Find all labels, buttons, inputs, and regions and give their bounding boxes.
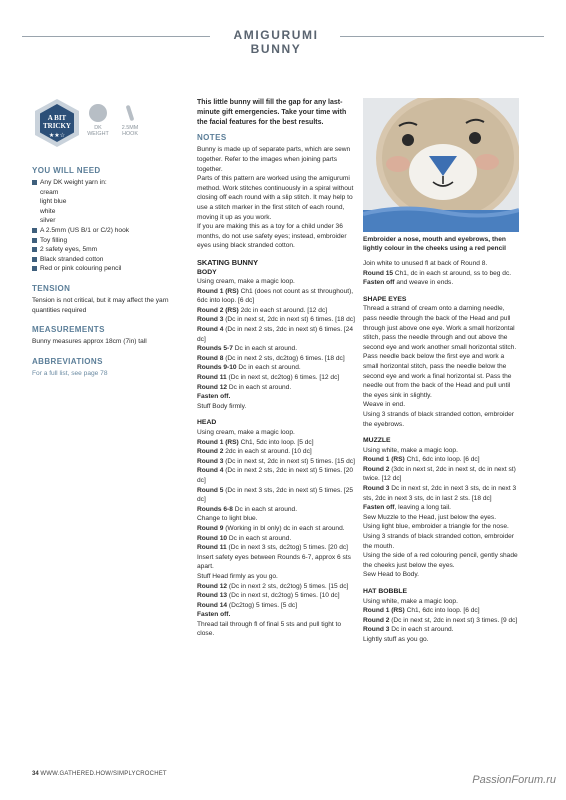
difficulty-badge — [32, 98, 82, 148]
instruction-line — [363, 606, 519, 616]
instruction-lead: Round 12 — [197, 582, 228, 590]
instruction-text: (Dc in next st, 2dc in next st) 3 times. [9 dc] — [389, 616, 518, 624]
hat-bobble-heading: HAT BOBBLE — [363, 588, 408, 595]
instruction-text: (Dc in next st, dc2tog) 6 times. [12 dc] — [226, 374, 340, 382]
instruction-line — [197, 610, 355, 620]
header-rule-right — [340, 36, 544, 37]
instruction-line — [197, 572, 355, 582]
head-heading: HEAD — [197, 419, 217, 427]
muzzle-heading: MUZZLE — [363, 437, 391, 445]
page-title: AMIGURUMI BUNNY — [233, 28, 319, 56]
instruction-text: Thread a strand of cream onto a darning needle, pass needle through the back of the Head and pull through just above one eye. Work a small horizontal stitch, pass the needle through and out above the second eye and work another small horizontal stitch. Pass needle back below the first eye and work a small horizontal stitch, pass the needle below the second eye and work a final horizontal st. Pass the needle out from the back of the Head and pull until the eyes sink in slightly. — [363, 305, 517, 399]
instruction-line — [363, 513, 519, 523]
instruction-line — [197, 428, 355, 438]
instruction-text: Using cream, make a magic loop. — [197, 278, 295, 286]
notes-paragraph: Bunny is made up of separate parts, which are sewn together. Refer to the images when joining parts together. — [197, 146, 351, 173]
instruction-text: Using 3 strands of black stranded cotton, embroider the eyebrows. — [363, 410, 515, 428]
instruction-lead: Round 9 — [197, 524, 224, 532]
instruction-line — [197, 524, 355, 534]
instruction-text: Dc in each st around. — [232, 345, 298, 353]
instruction-text: Ch1, 6dc into loop. [6 dc] — [404, 607, 480, 615]
instruction-lead: Round 5 — [197, 486, 224, 494]
instruction-line — [197, 534, 355, 544]
instruction-lead: Round 2 (RS) — [197, 306, 239, 314]
materials-item: light blue — [40, 198, 67, 206]
head-finish-instructions — [363, 259, 519, 288]
instruction-text: (Dc in next 2 sts, dc2tog) 5 times. [15 dc] — [227, 582, 349, 590]
instruction-text: (Dc in next 2 sts, 2dc in next st) 6 times. [24 dc] — [197, 326, 354, 343]
instruction-line — [197, 514, 355, 524]
instruction-line — [363, 616, 519, 626]
instruction-line — [197, 402, 355, 412]
instruction-lead: Round 14 — [197, 601, 228, 609]
instruction-lead: Round 11 — [197, 544, 227, 552]
instruction-line — [197, 344, 355, 354]
yarn-weight-label: DK WEIGHT — [87, 125, 109, 138]
main-column — [197, 98, 355, 639]
instruction-lead: Fasten off — [363, 504, 395, 512]
bunny-photo — [363, 98, 519, 232]
watermark: PassionForum.ru — [472, 774, 556, 786]
instruction-line — [363, 532, 519, 551]
instruction-line — [363, 400, 519, 410]
head-instructions — [197, 428, 355, 639]
difficulty-line2: TRICKY — [42, 122, 72, 130]
instruction-line — [363, 484, 519, 503]
instruction-text: Ch1, 5dc into loop. [5 dc] — [238, 438, 314, 446]
instruction-line — [197, 553, 355, 572]
measurements-text: Bunny measures approx 18cm (7in) tall — [32, 338, 147, 346]
you-will-need-heading: YOU WILL NEED — [32, 166, 101, 175]
instruction-text: (3dc in next st, 2dc in next st, dc in next st) twice. [12 dc] — [363, 465, 516, 483]
instruction-text: , leaving a long tail. — [394, 504, 451, 512]
instruction-lead: Round 1 (RS) — [363, 456, 405, 464]
instruction-text: Change to light blue. — [197, 515, 258, 523]
tension-heading: TENSION — [32, 283, 71, 293]
instruction-line — [363, 269, 519, 279]
bunny-face-illustration — [363, 98, 519, 232]
instruction-lead: Round 12 — [197, 383, 228, 391]
instruction-lead: Rounds 5-7 — [197, 345, 233, 353]
header-rule-left — [22, 36, 210, 37]
instruction-line — [363, 278, 519, 288]
instruction-lead: Round 1 (RS) — [363, 607, 405, 615]
instruction-text: (Dc in next 2 sts, dc2tog) 6 times. [18 dc] — [223, 354, 345, 362]
instruction-text: Using white, make a magic loop. — [363, 446, 458, 454]
abbreviations-heading: ABBREVIATIONS — [32, 356, 103, 366]
instruction-text: Insert safety eyes between Rounds 6-7, approx 6 sts apart. — [197, 553, 351, 571]
hexagon-icon — [32, 98, 82, 148]
body-instructions — [197, 277, 355, 411]
instruction-text: and weave in ends. — [394, 279, 454, 287]
instruction-line — [197, 486, 355, 505]
instruction-text: (Dc in next st, 2dc in next st) 5 times. [15 dc] — [223, 457, 355, 465]
instruction-line — [197, 363, 355, 373]
instruction-lead: Fasten off — [363, 279, 395, 287]
tension-text: Tension is not critical, but it may affect the yarn quantities required — [32, 296, 169, 314]
body-heading: BODY — [197, 268, 217, 276]
instruction-text: 2dc in each st around. [10 dc] — [223, 448, 312, 456]
instruction-text: Dc in each st around. — [236, 364, 301, 372]
instruction-line — [197, 392, 355, 402]
instruction-line — [197, 601, 355, 611]
instruction-lead: Round 15 — [363, 269, 394, 277]
instruction-line — [197, 383, 355, 393]
instruction-text: Dc in each st around. — [389, 626, 454, 634]
instruction-lead: Round 8 — [197, 354, 224, 362]
website-link[interactable]: WWW.GATHERED.HOW/SIMPLYCROCHET — [40, 771, 167, 777]
instruction-lead: Round 3 — [197, 457, 224, 465]
instruction-line — [363, 635, 519, 645]
sidebar-column — [32, 98, 182, 378]
instruction-line — [197, 277, 355, 287]
instruction-text: (Dc2tog) 5 times. [5 dc] — [227, 601, 298, 609]
instruction-lead: Round 3 — [197, 316, 224, 324]
instruction-text: (Working in bl only) dc in each st around. — [223, 524, 345, 532]
photo-caption: Embroider a nose, mouth and eyebrows, then lightly colour in the cheeks using a red pencil — [363, 236, 506, 252]
instruction-text: Stuff Body firmly. — [197, 402, 247, 410]
instruction-line — [363, 503, 519, 513]
instruction-line — [363, 597, 519, 607]
instruction-text: Sew Muzzle to the Head, just below the eyes. — [363, 513, 497, 521]
shape-eyes-heading: SHAPE EYES — [363, 295, 407, 303]
instruction-line — [197, 543, 355, 553]
difficulty-stars: ★★☆ — [48, 132, 66, 139]
notes-paragraph: Parts of this pattern are worked using the amigurumi method. Work stitches continuously in a spiral without closing off each round with a slip stitch. It may help to use a stitch marker in the first stitch of each round, moving it up as you work. — [197, 175, 354, 221]
instruction-text: Join white to unused fl at back of Round 8. — [363, 260, 488, 267]
instruction-line — [197, 373, 355, 383]
abbreviations-link[interactable]: For a full list, see page 78 — [32, 369, 108, 377]
instruction-line — [197, 505, 355, 515]
hook-size-badge — [117, 104, 143, 138]
instruction-text: Using the side of a red colouring pencil, gently shade the cheeks just below the eyes. — [363, 552, 518, 569]
instruction-text: Ch1, dc in each st around, ss to beg dc. — [393, 269, 512, 277]
materials-item: Black stranded cotton — [32, 255, 182, 265]
instruction-lead: Round 1 (RS) — [197, 287, 239, 295]
instruction-line — [197, 325, 355, 344]
intro-text: This little bunny will fill the gap for any last-minute gift emergencies. Take your time with the facial features for the best results. — [197, 99, 347, 126]
instruction-text: Weave in end. — [363, 401, 406, 409]
instruction-lead: Round 2 — [197, 448, 224, 456]
instruction-text: Dc in next st, 2dc in next 3 sts, dc in next 3 sts, 2dc in next 3 sts, dc in last 2 sts. [18 dc] — [363, 485, 517, 502]
hook-size-label: 2.5MM HOOK — [121, 125, 139, 138]
hat-bobble-instructions — [363, 597, 519, 645]
materials-item: white — [40, 207, 56, 215]
instruction-lead: Rounds 9-10 — [197, 364, 237, 372]
materials-item: 2 safety eyes, 5mm — [32, 245, 182, 255]
instruction-lead: Round 3 — [363, 626, 390, 634]
instruction-text: Ch1, 6dc into loop. [6 dc] — [404, 456, 480, 464]
page-footer — [32, 771, 167, 777]
materials-item: silver — [40, 217, 56, 225]
instruction-text: (Dc in next st, dc2tog) 5 times. [10 dc] — [227, 592, 340, 600]
shape-eyes-instructions — [363, 304, 519, 429]
instruction-line — [197, 438, 355, 448]
instruction-text: Dc in each st around. — [227, 534, 292, 542]
instruction-lead: Fasten off. — [197, 393, 231, 401]
page-number: 34 — [32, 771, 39, 777]
crochet-hook-icon — [121, 104, 139, 122]
instruction-line — [197, 466, 355, 485]
skating-bunny-heading: SKATING BUNNY — [197, 257, 259, 267]
materials-list — [32, 178, 182, 274]
instruction-line — [197, 315, 355, 325]
instruction-line — [363, 551, 519, 570]
instruction-text: Using 3 strands of black stranded cotton, embroider the mouth. — [363, 533, 515, 550]
instruction-line — [363, 304, 519, 400]
instruction-line — [197, 287, 355, 306]
instruction-line — [363, 259, 519, 269]
instruction-text: (Dc in next st, 2dc in next st) 6 times. [18 dc] — [223, 316, 355, 324]
instruction-lead: Round 3 — [363, 485, 390, 493]
instruction-line — [197, 457, 355, 467]
instruction-line — [363, 570, 519, 580]
instruction-text: 2dc in each st around. [12 dc] — [238, 306, 328, 314]
materials-item: Red or pink colouring pencil — [32, 264, 182, 274]
instruction-lead: Round 1 (RS) — [197, 438, 239, 446]
instruction-lead: Round 10 — [197, 534, 228, 542]
instruction-lead: Round 4 — [197, 326, 224, 334]
difficulty-line1: A BIT — [47, 114, 67, 122]
notes-heading: NOTES — [197, 133, 227, 143]
instruction-line — [197, 447, 355, 457]
materials-item: Any DK weight yarn in: — [32, 178, 182, 188]
info-badges — [32, 98, 182, 150]
instruction-text: (Dc in next 2 sts, 2dc in next st) 5 times. [20 dc] — [197, 467, 354, 484]
instruction-text: Using cream, make a magic loop. — [197, 429, 295, 437]
yarn-ball-icon — [89, 104, 107, 122]
instruction-text: Sew Head to Body. — [363, 571, 419, 579]
instruction-line — [197, 591, 355, 601]
materials-item: A 2.5mm (US B/1 or C/2) hook — [32, 226, 182, 236]
instruction-text: Dc in each st around. — [232, 505, 298, 513]
instruction-lead: Round 2 — [363, 465, 390, 473]
instruction-text: Dc in each st around. — [227, 383, 292, 391]
instruction-text: Lightly stuff as you go. — [363, 635, 429, 643]
instruction-lead: Round 4 — [197, 467, 224, 475]
muzzle-instructions — [363, 446, 519, 580]
instruction-text: Stuff Head firmly as you go. — [197, 572, 278, 580]
instruction-lead: Round 2 — [363, 616, 390, 624]
instruction-line — [197, 306, 355, 316]
instruction-line — [363, 465, 519, 484]
instruction-lead: Round 13 — [197, 592, 228, 600]
instruction-line — [363, 410, 519, 429]
instruction-line — [197, 582, 355, 592]
page-header — [0, 26, 566, 56]
instruction-text: Using light blue, embroider a triangle for the nose. — [363, 523, 509, 531]
instruction-line — [363, 625, 519, 635]
instruction-text: Ch1 (does not count as st throughout), 6dc into loop. [6 dc] — [197, 287, 354, 305]
instruction-text: (Dc in next 3 sts, dc2tog) 5 times. [20 dc] — [226, 544, 348, 552]
instruction-line — [363, 522, 519, 532]
right-column — [363, 98, 519, 645]
instruction-line — [197, 620, 355, 639]
instruction-lead: Round 11 — [197, 374, 227, 382]
materials-item: Toy filling — [32, 236, 182, 246]
instruction-lead: Fasten off. — [197, 611, 231, 619]
instruction-line — [363, 446, 519, 456]
yarn-weight-badge — [85, 104, 111, 138]
instruction-text: (Dc in next 3 sts, 2dc in next st) 5 times. [25 dc] — [197, 486, 354, 504]
materials-item: cream — [40, 188, 59, 196]
measurements-heading: MEASUREMENTS — [32, 325, 105, 335]
instruction-line — [197, 354, 355, 364]
instruction-text: Using white, make a magic loop. — [363, 597, 458, 605]
instruction-line — [363, 455, 519, 465]
notes-paragraph: If you are making this as a toy for a child under 36 months, do not use safety eyes; instead, embroider eyes using black stranded cotton. — [197, 223, 347, 250]
instruction-lead: Rounds 6-8 — [197, 505, 233, 513]
instruction-text: Thread tail through fl of final 5 sts and pull tight to close. — [197, 620, 342, 638]
